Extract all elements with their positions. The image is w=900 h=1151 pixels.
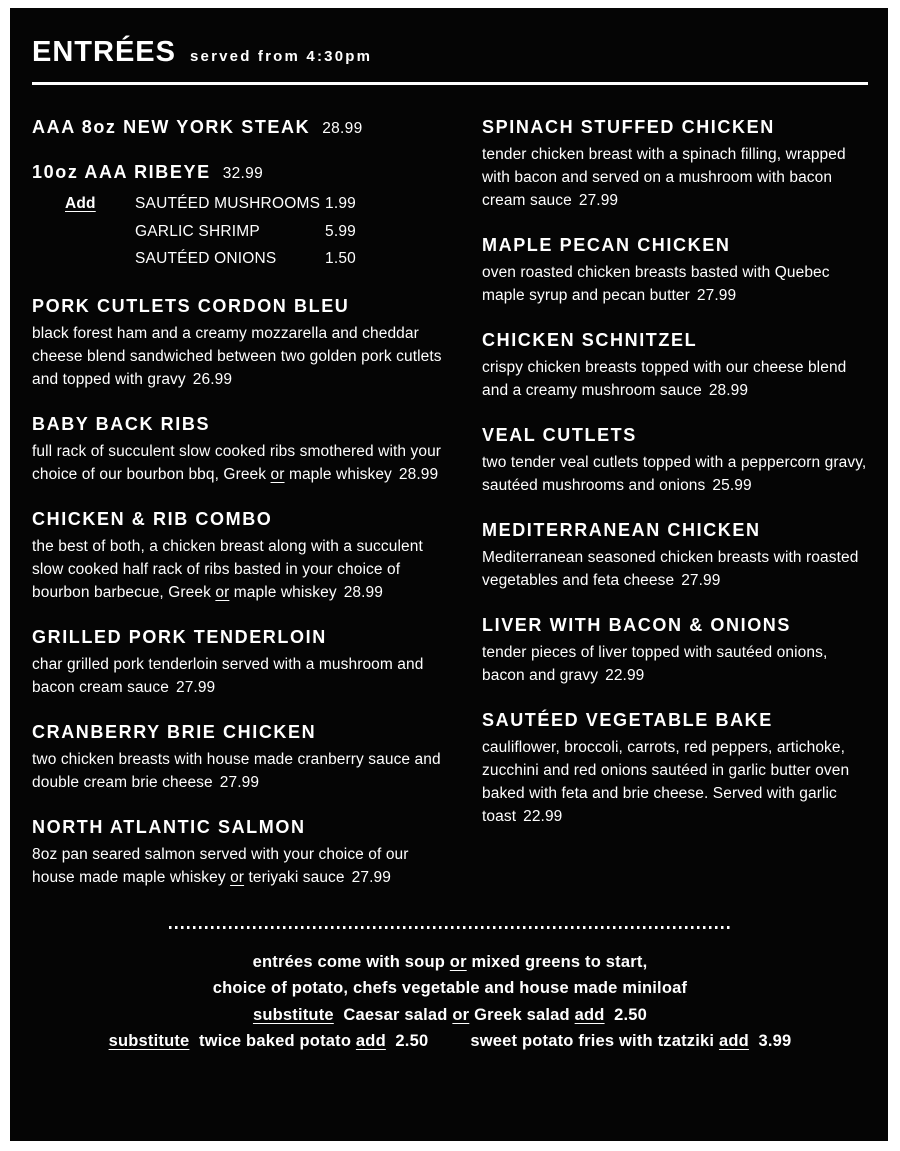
addon-row (65, 190, 452, 218)
item-price: 28.99 (398, 465, 439, 483)
item-description (32, 322, 444, 391)
item-name: VEAL CUTLETS (482, 425, 637, 445)
addon-name: SAUTÉED ONIONS (135, 250, 277, 267)
addon-price: 1.99 (325, 195, 356, 212)
text-run: 2.50 (385, 1032, 429, 1050)
footer-line (32, 949, 868, 976)
addon-price: 1.50 (325, 250, 356, 267)
underlined-word: substitute (252, 1005, 334, 1024)
item-description (482, 451, 868, 497)
item-price: 27.99 (351, 868, 391, 886)
text-run: tender chicken breast with a spinach filling, wrapped with bacon and served on a mushroom with bacon cream sauce (482, 146, 846, 209)
text-run: sweet potato fries with tzatziki (470, 1032, 719, 1050)
underlined-word: or (270, 465, 285, 483)
item-name: CHICKEN & RIB COMBO (32, 508, 273, 529)
item-name-row (482, 613, 868, 637)
footer-line (32, 975, 868, 1002)
item-price: 27.99 (175, 678, 216, 696)
underlined-word: add (574, 1005, 605, 1024)
addon-list (32, 190, 452, 273)
menu-item (32, 294, 452, 391)
item-price: 27.99 (681, 572, 721, 589)
item-description (482, 546, 868, 592)
item-name-row (482, 423, 868, 447)
text-run: 3.99 (748, 1032, 792, 1050)
text-run: entrées come with soup (252, 952, 450, 971)
menu-item (32, 115, 452, 139)
item-name-row (32, 294, 452, 318)
item-description (482, 356, 868, 402)
footer-line (32, 1002, 868, 1029)
addon-name: SAUTÉED MUSHROOMS (135, 195, 321, 212)
item-price: 25.99 (712, 477, 752, 494)
item-name: MEDITERRANEAN CHICKEN (482, 520, 761, 540)
item-description (32, 843, 444, 889)
footer-line (32, 1028, 868, 1055)
item-name-row (482, 518, 868, 542)
addon-name: GARLIC SHRIMP (135, 222, 260, 240)
item-name: NORTH ATLANTIC SALMON (32, 816, 306, 837)
item-price: 27.99 (696, 287, 737, 304)
menu-columns (32, 115, 868, 910)
item-price: 22.99 (523, 808, 563, 825)
underlined-word: or (230, 868, 245, 886)
menu-item (482, 518, 868, 592)
text-run: two tender veal cutlets topped with a peppercorn gravy, sautéed mushrooms and onions (482, 454, 867, 494)
item-description (482, 641, 868, 687)
item-name-row (482, 708, 868, 732)
menu-item (32, 160, 452, 273)
menu-item (32, 507, 452, 604)
item-name: LIVER WITH BACON & ONIONS (482, 615, 791, 635)
underlined-word: or (215, 583, 230, 601)
item-name-row (482, 115, 868, 139)
item-price: 28.99 (322, 120, 363, 137)
item-name: AAA 8oz NEW YORK STEAK (32, 117, 311, 137)
text-run: two chicken breasts with house made cranberry sauce and double cream brie cheese (32, 750, 441, 791)
text-run: teriyaki sauce (244, 868, 345, 886)
item-price: 22.99 (605, 667, 645, 684)
item-name-row (32, 115, 452, 139)
addon-label-empty (65, 218, 135, 246)
text-run: twice baked potato (189, 1032, 356, 1050)
item-name-row (32, 815, 452, 839)
item-name: 10oz AAA RIBEYE (32, 162, 211, 182)
menu-item (482, 613, 868, 687)
addon-row (65, 245, 452, 273)
menu-item (32, 625, 452, 699)
text-run: choice of potato, chefs vegetable and house made miniloaf (212, 979, 688, 997)
addon-row (65, 218, 452, 246)
item-name-row (32, 507, 452, 531)
underlined-word: or (452, 1005, 470, 1024)
menu-title: ENTRÉES (32, 36, 176, 68)
item-description (32, 440, 444, 486)
item-name-row (482, 328, 868, 352)
item-description (482, 261, 868, 307)
menu-subtitle: served from 4:30pm (189, 48, 373, 65)
menu-header (32, 36, 868, 69)
text-run: black forest ham and a creamy mozzarella and cheddar cheese blend sandwiched between two golden pork cutlets and topped with gravy (32, 324, 442, 388)
text-run: 2.50 (604, 1005, 648, 1024)
dotted-divider (169, 926, 731, 929)
text-run: maple whiskey (284, 465, 392, 483)
underlined-word: add (355, 1032, 386, 1050)
item-name-row (32, 160, 452, 184)
text-run: Caesar salad (333, 1005, 453, 1024)
item-name: CHICKEN SCHNITZEL (482, 330, 698, 350)
item-price: 28.99 (708, 382, 749, 399)
item-price: 27.99 (219, 773, 260, 791)
text-run: 8oz pan seared salmon served with your choice of our house made maple whiskey (32, 845, 409, 886)
menu-column-left (32, 115, 452, 910)
item-name: SPINACH STUFFED CHICKEN (482, 117, 775, 137)
addon-label-empty (65, 245, 135, 273)
text-run: the best of both, a chicken breast along with a succulent slow cooked half rack of ribs basted in your choice of bourbon barbecue, Greek (32, 537, 423, 601)
item-price: 26.99 (192, 370, 233, 388)
menu-item (482, 708, 868, 828)
underlined-word: substitute (108, 1032, 190, 1050)
menu-column-right (482, 115, 868, 910)
menu-item (32, 815, 452, 889)
item-description (482, 736, 868, 828)
menu-item (32, 412, 452, 486)
text-run: oven roasted chicken breasts basted with Quebec maple syrup and pecan butter (482, 264, 830, 304)
text-run: maple whiskey (229, 583, 337, 601)
entrees-menu-panel (10, 8, 888, 1141)
item-name: BABY BACK RIBS (32, 413, 211, 434)
item-name: MAPLE PECAN CHICKEN (482, 235, 731, 255)
menu-item (482, 115, 868, 212)
item-description (32, 535, 444, 604)
addon-add-label: Add (65, 195, 96, 212)
menu-item (482, 233, 868, 307)
addon-price: 5.99 (325, 222, 356, 240)
text-run: char grilled pork tenderloin served with a mushroom and bacon cream sauce (32, 655, 424, 696)
text-run: crispy chicken breasts topped with our cheese blend and a creamy mushroom sauce (482, 359, 847, 399)
menu-item (482, 328, 868, 402)
item-name-row (482, 233, 868, 257)
item-price: 28.99 (343, 583, 383, 601)
text-run: cauliflower, broccoli, carrots, red peppers, artichoke, zucchini and red onions sautéed in garlic butter oven baked with feta and brie cheese. Served with garlic toast (482, 739, 850, 825)
text-run: tender pieces of liver topped with sautéed onions, bacon and gravy (482, 644, 828, 684)
item-name: PORK CUTLETS CORDON BLEU (32, 295, 350, 316)
item-name-row (32, 625, 452, 649)
text-run: mixed greens to start, (466, 952, 648, 971)
item-name-row (32, 412, 452, 436)
menu-footer (32, 949, 868, 1055)
text-run: full rack of succulent slow cooked ribs smothered with your choice of our bourbon bbq, Greek (32, 442, 442, 483)
item-description (482, 143, 868, 212)
item-name-row (32, 720, 452, 744)
item-description (32, 748, 444, 794)
header-divider (32, 82, 868, 85)
text-run: Mediterranean seasoned chicken breasts with roasted vegetables and feta cheese (482, 549, 859, 589)
item-name: CRANBERRY BRIE CHICKEN (32, 721, 317, 742)
text-run: Greek salad (469, 1005, 575, 1024)
item-name: SAUTÉED VEGETABLE BAKE (482, 710, 773, 730)
underlined-word: or (449, 952, 467, 971)
item-price: 27.99 (578, 192, 619, 209)
underlined-word: add (718, 1032, 749, 1050)
menu-item (32, 720, 452, 794)
item-description (32, 653, 444, 699)
item-price: 32.99 (222, 165, 263, 182)
item-name: GRILLED PORK TENDERLOIN (32, 626, 327, 647)
menu-item (482, 423, 868, 497)
